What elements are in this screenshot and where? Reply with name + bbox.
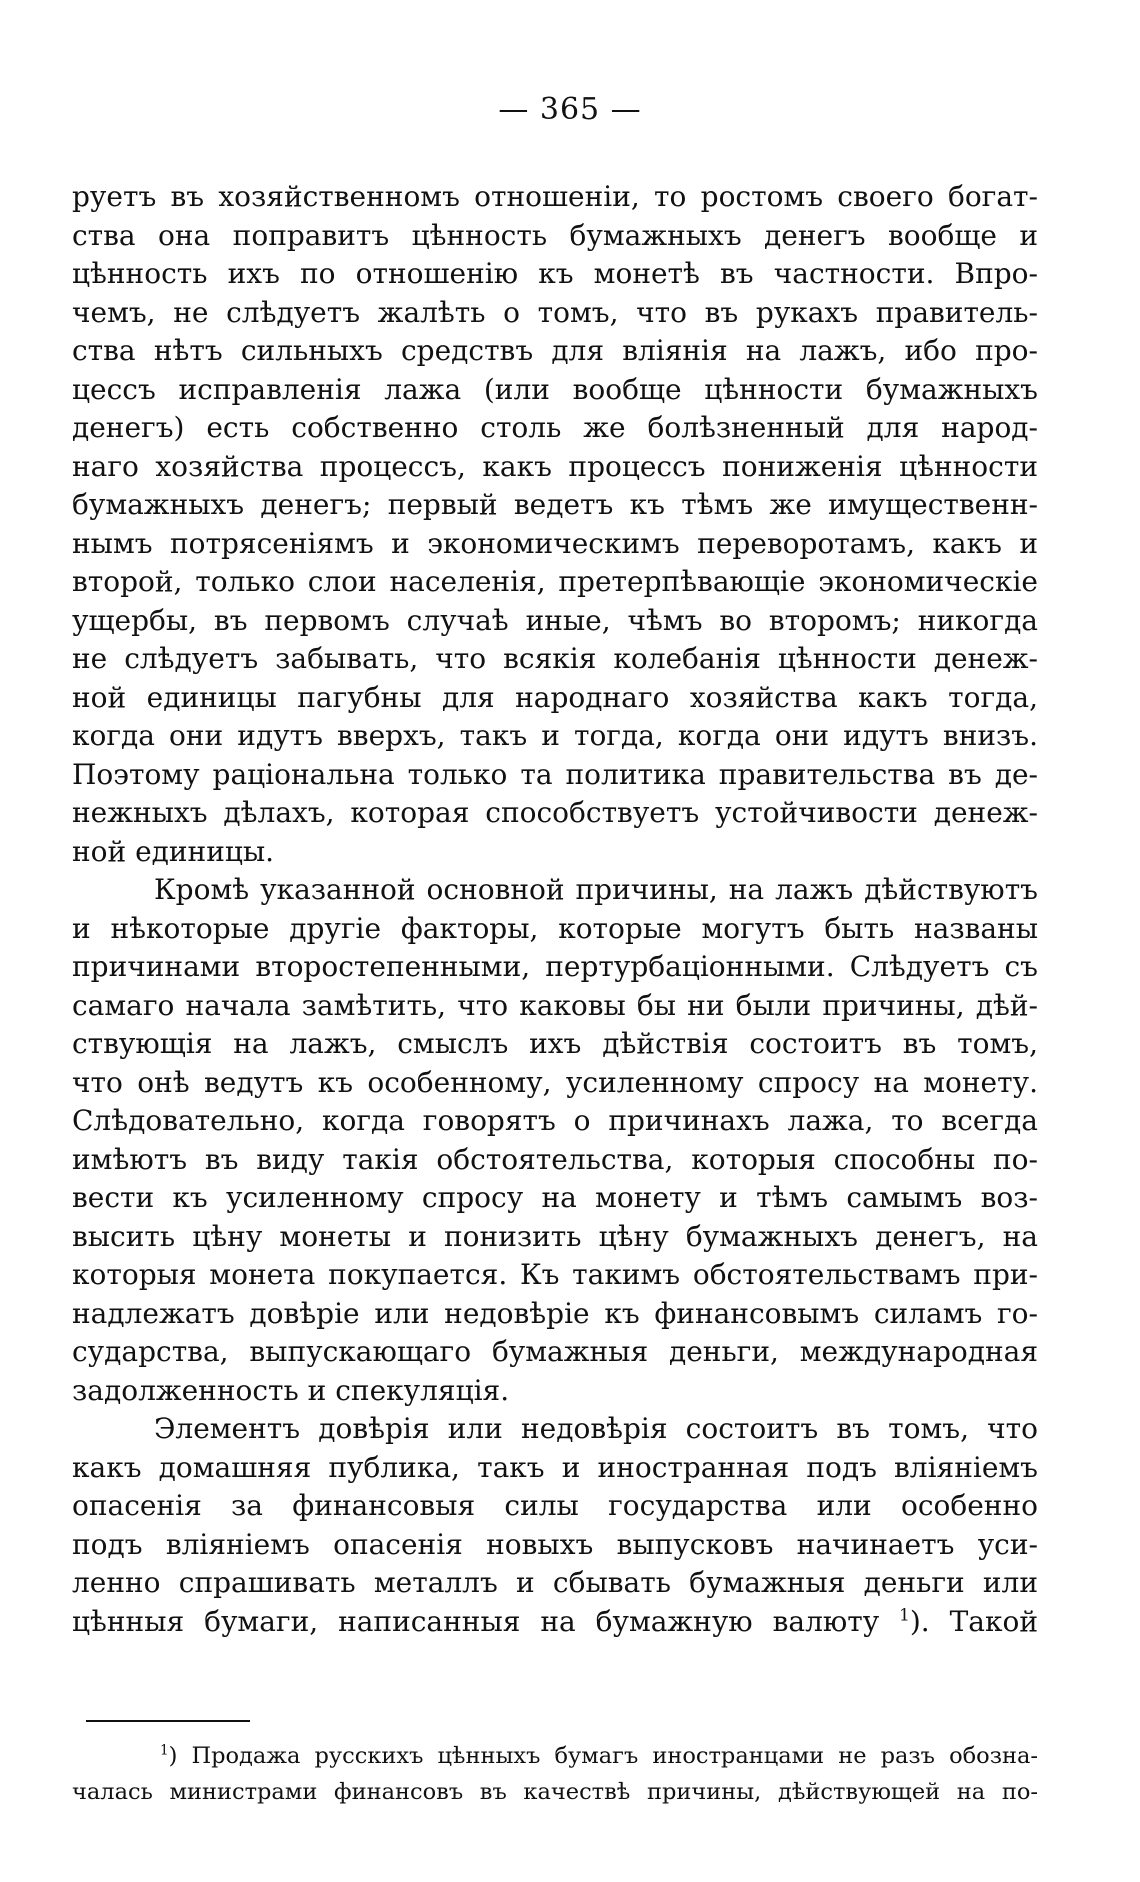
text-line: что онѣ ведутъ къ особенному, усиленному спросу на монету.	[72, 1065, 1038, 1099]
text-line: ствующія на лажъ, смыслъ ихъ дѣйствія состоитъ въ томъ,	[72, 1027, 1038, 1060]
text-line: бумажныхъ денегъ; первый ведетъ къ тѣмъ же имущественн-	[72, 488, 1038, 521]
text-line: опасенія за финансовыя силы государства или особенно	[72, 1489, 1038, 1522]
text-line-with-footnote-ref	[72, 1603, 1038, 1642]
text-line: руетъ въ хозяйственномъ отношеніи, то ростомъ своего богат-	[72, 180, 1038, 213]
text-line: денегъ) есть собственно столь же болѣзненный для народ-	[72, 411, 1038, 444]
text-line: Поэтому раціональна только та политика правительства въ де-	[72, 757, 1038, 791]
text-line: которыя монета покупается. Къ такимъ обстоятельствамъ при-	[72, 1258, 1038, 1291]
text-line: ства нѣтъ сильныхъ средствъ для вліянія на лажъ, ибо про-	[72, 334, 1038, 367]
paragraph-1	[72, 178, 1038, 871]
text-line: чемъ, не слѣдуетъ жалѣть о томъ, что въ рукахъ правитель-	[72, 295, 1038, 329]
footnote-marker: 1	[160, 1742, 169, 1759]
footnote-line	[72, 1738, 1038, 1774]
text-line: и нѣкоторые другіе факторы, которые могутъ быть названы	[72, 911, 1038, 945]
main-text	[72, 178, 1038, 1641]
text-line: ленно спрашивать металлъ и сбывать бумажныя деньги или	[72, 1566, 1038, 1599]
text-line: надлежатъ довѣріе или недовѣріе къ финансовымъ силамъ го-	[72, 1296, 1038, 1330]
text-line: ства она поправитъ цѣнность бумажныхъ денегъ вообще и	[72, 218, 1038, 252]
footnote	[72, 1738, 1038, 1810]
text-line: когда они идутъ вверхъ, такъ и тогда, когда они идутъ внизъ.	[72, 719, 1038, 752]
text-line: цѣнность ихъ по отношенію къ монетѣ въ частности. Впро-	[72, 257, 1038, 290]
text-line: вести къ усиленному спросу на монету и тѣмъ самымъ воз-	[72, 1181, 1038, 1214]
text-span: ). Такой	[909, 1604, 1038, 1638]
paragraph-3	[72, 1410, 1038, 1641]
text-span: цѣнныя бумаги, написанныя на бумажную валюту	[72, 1604, 880, 1638]
text-line: наго хозяйства процессъ, какъ процессъ пониженія цѣнности	[72, 449, 1038, 483]
text-line: второй, только слои населенія, претерпѣвающіе экономическіе	[72, 565, 1038, 598]
text-line: Элементъ довѣрія или недовѣрія состоитъ въ томъ, что	[154, 1412, 1038, 1445]
footnote-reference: 1	[899, 1604, 910, 1625]
text-line: ной единицы.	[72, 834, 275, 868]
text-line: цессъ исправленія лажа (или вообще цѣнности бумажныхъ	[72, 372, 1038, 406]
text-line: нежныхъ дѣлахъ, которая способствуетъ устойчивости денеж-	[72, 796, 1038, 829]
text-line: нымъ потрясеніямъ и экономическимъ переворотамъ, какъ и	[72, 526, 1038, 560]
text-line: задолженность и спекуляція.	[72, 1373, 510, 1407]
paragraph-2	[72, 871, 1038, 1410]
text-line: имѣютъ въ виду такія обстоятельства, которыя способны по-	[72, 1142, 1038, 1176]
text-line: ущербы, въ первомъ случаѣ иные, чѣмъ во второмъ; никогда	[72, 603, 1038, 637]
footnote-divider	[86, 1720, 250, 1722]
text-line: самаго начала замѣтить, что каковы бы ни были причины, дѣй-	[72, 988, 1038, 1022]
text-line: причинами второстепенными, пертурбаціонными. Слѣдуетъ съ	[72, 950, 1038, 983]
text-line: какъ домашняя публика, такъ и иностранная подъ вліяніемъ	[72, 1450, 1038, 1484]
text-span: ) Продажа русскихъ цѣнныхъ бумагъ иностранцами не разъ обозна-	[168, 1743, 1038, 1769]
footnote-line: чалась министрами финансовъ въ качествѣ причины, дѣйствующей на по-	[72, 1779, 1038, 1805]
text-line: сударства, выпускающаго бумажныя деньги, международная	[72, 1335, 1038, 1368]
text-line: не слѣдуетъ забывать, что всякія колебанія цѣнности денеж-	[72, 642, 1038, 675]
text-line: высить цѣну монеты и понизить цѣну бумажныхъ денегъ, на	[72, 1219, 1038, 1253]
text-line: ной единицы пагубны для народнаго хозяйства какъ тогда,	[72, 680, 1038, 714]
text-line: Кромѣ указанной основной причины, на лажъ дѣйствуютъ	[154, 873, 1038, 906]
text-line: Слѣдовательно, когда говорятъ о причинахъ лажа, то всегда	[72, 1104, 1038, 1137]
page-number: — 365 —	[498, 92, 642, 127]
text-line: подъ вліяніемъ опасенія новыхъ выпусковъ начинаетъ уси-	[72, 1527, 1038, 1561]
